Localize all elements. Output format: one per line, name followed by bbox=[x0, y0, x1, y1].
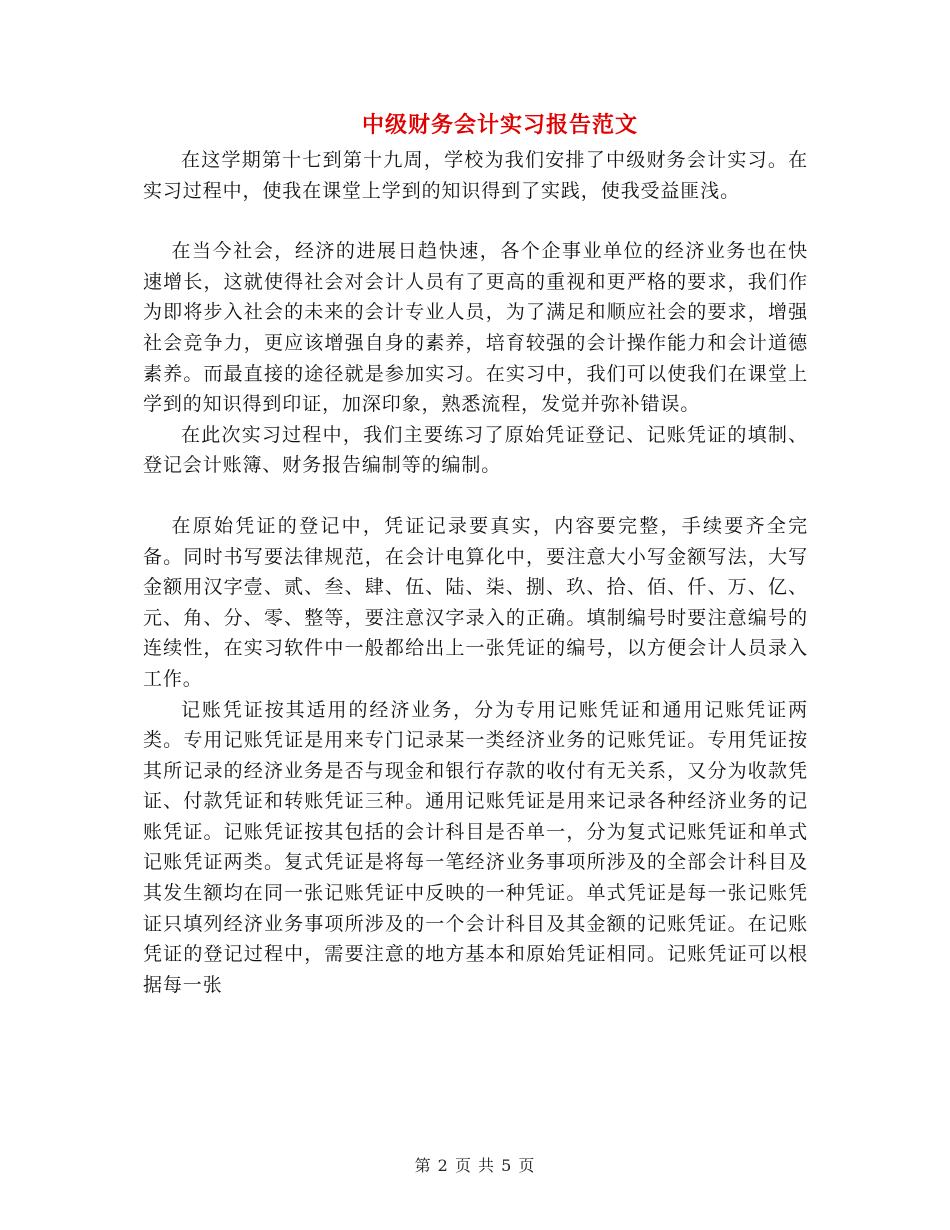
paragraph-2: 在当今社会，经济的进展日趋快速，各个企事业单位的经济业务也在快速增长，这就使得社会对会计人员有了更高的重视和更严格的要求，我们作为即将步入社会的未来的会计专业人员，为了满足和顺应社会的要求，增强社会竞争力，更应该增强自身的素养，培育较强的会计操作能力和会计道德素养。而最直接的途径就是参加实习。在实习中，我们可以使我们在课堂上学到的知识得到印证，加深印象，熟悉流程，发觉并弥补错误。 bbox=[143, 240, 808, 416]
paragraph-spacer bbox=[143, 206, 808, 236]
paragraph-3: 在此次实习过程中，我们主要练习了原始凭证登记、记账凭证的填制、登记会计账簿、财务报告编制等的编制。 bbox=[143, 423, 808, 477]
paragraph-4: 在原始凭证的登记中，凭证记录要真实，内容要完整，手续要齐全完备。同时书写要法律规范，在会计电算化中，要注意大小写金额写法，大写金额用汉字壹、贰、叁、肆、伍、陆、柒、捌、玖、拾、佰、仟、万、亿、元、角、分、零、整等，要注意汉字录入的正确。填制编号时要注意编号的连续性，在实习软件中一般都给出上一张凭证的编号，以方便会计人员录入工作。 bbox=[143, 514, 808, 690]
paragraph-spacer bbox=[143, 481, 808, 511]
page-number-footer: 第 2 页 共 5 页 bbox=[414, 1156, 536, 1175]
document-title: 中级财务会计实习报告范文 bbox=[361, 112, 638, 138]
paragraph-1: 在这学期第十七到第十九周，学校为我们安排了中级财务会计实习。在实习过程中，使我在课堂上学到的知识得到了实践，使我受益匪浅。 bbox=[143, 149, 808, 202]
paragraph-5: 记账凭证按其适用的经济业务，分为专用记账凭证和通用记账凭证两类。专用记账凭证是用来专门记录某一类经济业务的记账凭证。专用凭证按其所记录的经济业务是否与现金和银行存款的收付有无关系，又分为收款凭证、付款凭证和转账凭证三种。通用记账凭证是用来记录各种经济业务的记账凭证。记账凭证按其包括的会计科目是否单一，分为复式记账凭证和单式记账凭证两类。复式凭证是将每一笔经济业务事项所涉及的全部会计科目及其发生额均在同一张记账凭证中反映的一种凭证。单式凭证是每一张记账凭证只填列经济业务事项所涉及的一个会计科目及其金额的记账凭证。在记账凭证的登记过程中，需要注意的地方基本和原始凭证相同。记账凭证可以根据每一张 bbox=[143, 698, 808, 996]
document-body bbox=[143, 145, 808, 1000]
